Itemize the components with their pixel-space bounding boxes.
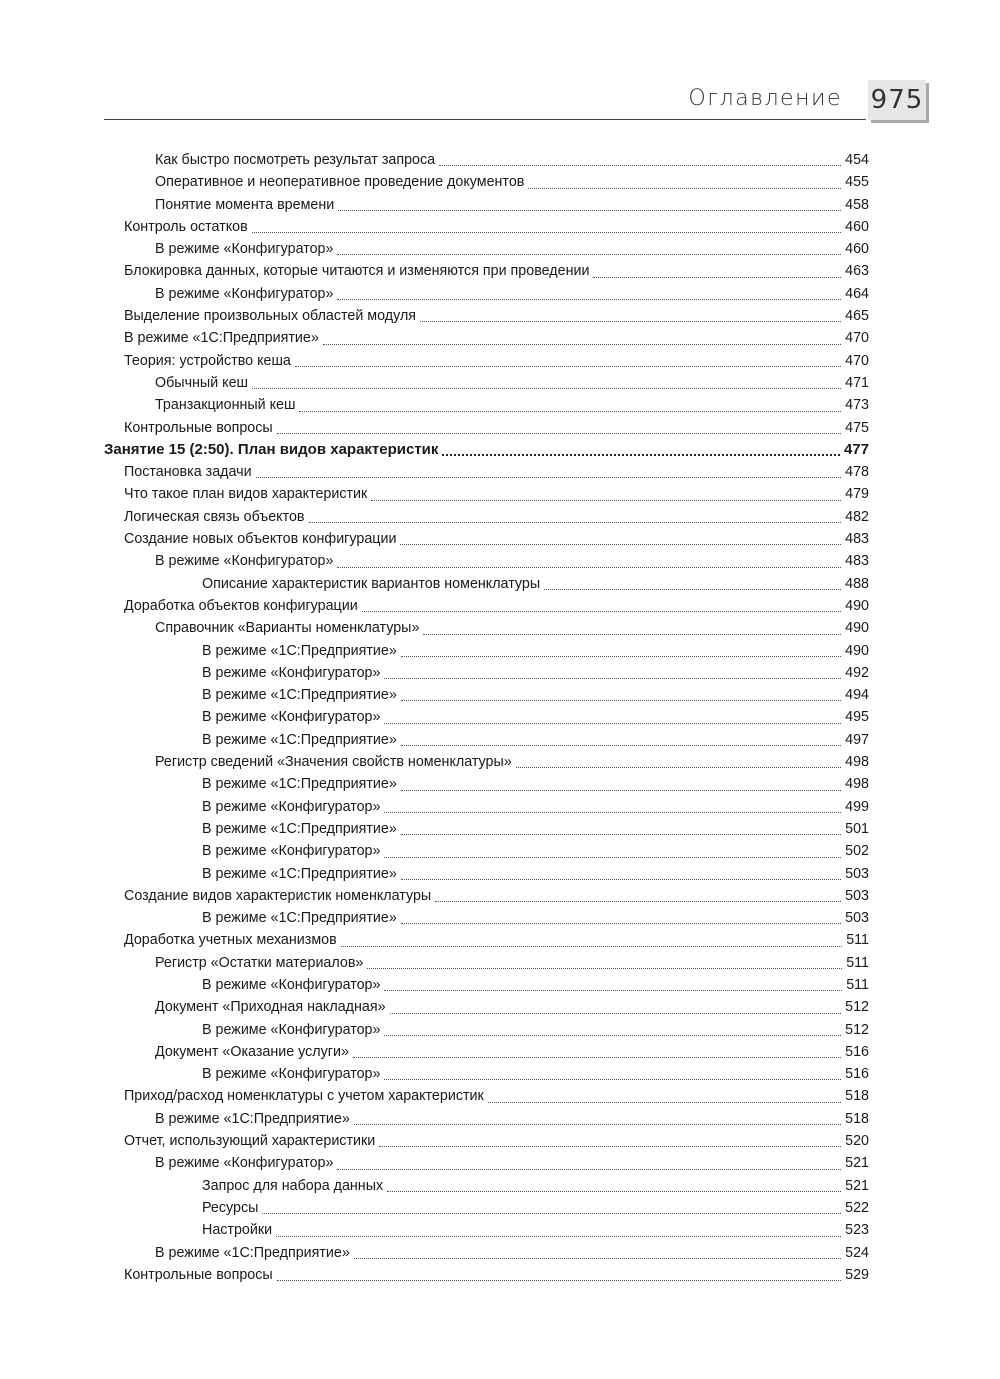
- toc-entry-page: 488: [845, 575, 869, 592]
- toc-entry[interactable]: [104, 372, 869, 394]
- toc-entry[interactable]: [104, 1242, 869, 1264]
- toc-dot-leader: [252, 231, 841, 233]
- toc-entry-title: В режиме «Конфигуратор»: [155, 1155, 334, 1172]
- toc-dot-leader: [309, 521, 842, 523]
- toc-entry[interactable]: [104, 684, 869, 706]
- toc-entry-title: Теория: устройство кеша: [124, 352, 291, 369]
- toc-dot-leader: [401, 922, 841, 924]
- toc-dot-leader: [488, 1101, 841, 1103]
- toc-entry-title: Понятие момента времени: [155, 196, 335, 213]
- toc-dot-leader: [277, 1279, 841, 1281]
- toc-entry[interactable]: [104, 595, 869, 617]
- toc-entry-page: 490: [845, 620, 869, 637]
- toc-entry[interactable]: [104, 394, 869, 416]
- toc-entry-page: 518: [845, 1088, 869, 1105]
- toc-entry[interactable]: [104, 573, 869, 595]
- toc-entry[interactable]: [104, 1085, 869, 1107]
- toc-entry-title: Что такое план видов характеристик: [124, 486, 368, 503]
- toc-entry-page: 521: [845, 1177, 869, 1194]
- toc-dot-leader: [593, 276, 841, 278]
- toc-entry[interactable]: [104, 305, 869, 327]
- toc-dot-leader: [387, 1190, 841, 1192]
- toc-entry-title: Логическая связь объектов: [124, 508, 305, 525]
- toc-entry[interactable]: [104, 1130, 869, 1152]
- toc-entry-title: В режиме «1С:Предприятие»: [202, 687, 397, 704]
- toc-entry-page: 470: [845, 330, 869, 347]
- toc-entry[interactable]: [104, 327, 869, 349]
- toc-dot-leader: [371, 499, 841, 501]
- toc-entry-title: В режиме «1С:Предприятие»: [202, 776, 397, 793]
- toc-entry-title: Ресурсы: [202, 1199, 259, 1216]
- toc-entry-page: 483: [845, 553, 869, 570]
- toc-dot-leader: [323, 343, 841, 345]
- toc-entry[interactable]: [104, 483, 869, 505]
- toc-entry-title: Создание новых объектов конфигурации: [124, 531, 397, 548]
- toc-entry-page: 511: [846, 954, 869, 971]
- header-rule: [104, 119, 866, 120]
- toc-entry-title: Доработка объектов конфигурации: [124, 597, 358, 614]
- toc-dot-leader: [544, 588, 841, 590]
- toc-entry[interactable]: [104, 1219, 869, 1241]
- toc-dot-leader: [435, 900, 841, 902]
- toc-entry-page: 473: [845, 397, 869, 414]
- toc-dot-leader: [276, 1235, 841, 1237]
- toc-entry-title: Приход/расход номенклатуры с учетом характеристик: [124, 1088, 484, 1105]
- toc-entry-page: 503: [845, 910, 869, 927]
- toc-entry-page: 490: [845, 642, 869, 659]
- toc-dot-leader: [401, 878, 841, 880]
- toc-entry-page: 479: [845, 486, 869, 503]
- toc-entry-title: В режиме «1С:Предприятие»: [202, 642, 397, 659]
- toc-dot-leader: [423, 633, 841, 635]
- toc-entry-title: В режиме «1С:Предприятие»: [202, 820, 397, 837]
- table-of-contents: [104, 149, 869, 1286]
- toc-entry[interactable]: [104, 1264, 869, 1286]
- toc-dot-leader: [390, 1012, 842, 1014]
- toc-entry-title: Создание видов характеристик номенклатуры: [124, 887, 432, 904]
- toc-entry-page: 521: [845, 1155, 869, 1172]
- toc-entry[interactable]: [104, 729, 869, 751]
- toc-entry-page: 471: [845, 374, 869, 391]
- toc-entry-title: Запрос для набора данных: [202, 1177, 384, 1194]
- toc-entry-title: Доработка учетных механизмов: [124, 932, 337, 949]
- toc-entry[interactable]: [104, 662, 869, 684]
- toc-dot-leader: [337, 1168, 841, 1170]
- toc-entry[interactable]: [104, 417, 869, 439]
- toc-dot-leader: [341, 945, 843, 947]
- toc-entry-title: Контрольные вопросы: [124, 419, 273, 436]
- toc-entry-page: 499: [845, 798, 869, 815]
- toc-entry-title: В режиме «Конфигуратор»: [202, 1021, 381, 1038]
- toc-entry[interactable]: [104, 640, 869, 662]
- toc-entry-title: Справочник «Варианты номенклатуры»: [155, 620, 420, 637]
- toc-dot-leader: [277, 432, 841, 434]
- toc-entry[interactable]: [104, 194, 869, 216]
- toc-entry-page: 463: [845, 263, 869, 280]
- toc-entry[interactable]: [104, 260, 869, 282]
- toc-dot-leader: [262, 1212, 841, 1214]
- toc-entry-page: 478: [845, 464, 869, 481]
- toc-entry[interactable]: [104, 550, 869, 572]
- toc-entry-title: В режиме «1С:Предприятие»: [202, 865, 397, 882]
- toc-dot-leader: [401, 655, 841, 657]
- toc-entry[interactable]: [104, 929, 869, 951]
- toc-entry[interactable]: [104, 171, 869, 193]
- toc-entry-title: В режиме «Конфигуратор»: [202, 1066, 381, 1083]
- toc-entry-title: В режиме «Конфигуратор»: [155, 241, 334, 258]
- toc-entry[interactable]: [104, 1019, 869, 1041]
- toc-entry-title: В режиме «1С:Предприятие»: [202, 731, 397, 748]
- toc-entry-page: 470: [845, 352, 869, 369]
- page-number-box: [868, 80, 926, 120]
- toc-entry-title: Описание характеристик вариантов номенклатуры: [202, 575, 541, 592]
- toc-entry-page: 516: [845, 1043, 869, 1060]
- toc-entry[interactable]: [104, 216, 869, 238]
- toc-entry-page: 497: [845, 731, 869, 748]
- toc-entry-title: В режиме «1С:Предприятие»: [202, 910, 397, 927]
- toc-entry-page: 503: [845, 887, 869, 904]
- toc-entry[interactable]: [104, 617, 869, 639]
- toc-entry-page: 455: [845, 174, 869, 191]
- toc-entry-page: 483: [845, 531, 869, 548]
- toc-entry[interactable]: [104, 1197, 869, 1219]
- toc-entry-title: Как быстро посмотреть результат запроса: [155, 152, 436, 168]
- toc-entry-page: 498: [845, 754, 869, 771]
- toc-entry-page: 529: [845, 1266, 869, 1283]
- toc-entry-title: Занятие 15 (2:50). План видов характеристик: [104, 440, 439, 458]
- toc-entry-page: 516: [845, 1066, 869, 1083]
- toc-entry-page: 465: [845, 308, 869, 325]
- toc-entry-page: 490: [845, 597, 869, 614]
- toc-entry[interactable]: [104, 1152, 869, 1174]
- toc-entry-page: 454: [845, 152, 869, 168]
- toc-dot-leader: [367, 967, 842, 969]
- toc-dot-leader: [442, 453, 840, 456]
- toc-dot-leader: [353, 1056, 841, 1058]
- toc-entry-page: 511: [846, 976, 869, 993]
- toc-entry[interactable]: [104, 974, 869, 996]
- toc-entry-title: Выделение произвольных областей модуля: [124, 308, 417, 325]
- toc-entry[interactable]: [104, 996, 869, 1018]
- toc-entry[interactable]: [104, 350, 869, 372]
- toc-dot-leader: [401, 789, 841, 791]
- toc-entry-page: 464: [845, 285, 869, 302]
- toc-dot-leader: [384, 722, 841, 724]
- page-number: 975: [870, 85, 924, 115]
- toc-entry[interactable]: [104, 863, 869, 885]
- toc-entry[interactable]: [104, 751, 869, 773]
- header-title: Оглавление: [688, 86, 842, 111]
- toc-entry-title: Регистр «Остатки материалов»: [155, 954, 364, 971]
- toc-entry-title: Блокировка данных, которые читаются и изменяются при проведении: [124, 263, 590, 280]
- toc-dot-leader: [420, 320, 841, 322]
- toc-dot-leader: [299, 410, 841, 412]
- toc-dot-leader: [516, 766, 841, 768]
- toc-entry[interactable]: [104, 1108, 869, 1130]
- toc-entry-page: 512: [845, 999, 869, 1016]
- toc-entry[interactable]: [104, 1175, 869, 1197]
- toc-dot-leader: [337, 298, 841, 300]
- toc-entry-title: В режиме «Конфигуратор»: [202, 709, 381, 726]
- toc-entry[interactable]: [104, 706, 869, 728]
- toc-entry[interactable]: [104, 818, 869, 840]
- toc-dot-leader: [295, 365, 841, 367]
- toc-dot-leader: [439, 164, 841, 166]
- toc-entry-page: 458: [845, 196, 869, 213]
- toc-entry-title: В режиме «Конфигуратор»: [202, 843, 381, 860]
- toc-entry-page: 482: [845, 508, 869, 525]
- toc-entry-page: 460: [845, 241, 869, 258]
- toc-entry[interactable]: [104, 885, 869, 907]
- toc-dot-leader: [354, 1257, 841, 1259]
- toc-dot-leader: [354, 1123, 841, 1125]
- toc-entry-page: 477: [843, 440, 869, 458]
- toc-entry-page: 475: [845, 419, 869, 436]
- toc-entry-page: 522: [845, 1199, 869, 1216]
- toc-entry[interactable]: [104, 283, 869, 305]
- toc-entry-title: Транзакционный кеш: [155, 397, 296, 414]
- toc-entry-page: 502: [845, 843, 869, 860]
- toc-entry-title: В режиме «1С:Предприятие»: [155, 1110, 350, 1127]
- toc-entry[interactable]: [104, 907, 869, 929]
- toc-entry-page: 460: [845, 218, 869, 235]
- toc-dot-leader: [379, 1145, 841, 1147]
- toc-entry-title: В режиме «Конфигуратор»: [155, 553, 334, 570]
- toc-entry-title: В режиме «1С:Предприятие»: [155, 1244, 350, 1261]
- toc-entry-title: Регистр сведений «Значения свойств номенклатуры»: [155, 754, 512, 771]
- toc-entry-page: 520: [845, 1133, 869, 1150]
- toc-entry[interactable]: [104, 1063, 869, 1085]
- toc-entry-page: 524: [845, 1244, 869, 1261]
- toc-entry[interactable]: [104, 1041, 869, 1063]
- toc-dot-leader: [400, 543, 841, 545]
- toc-entry-title: Контрольные вопросы: [124, 1266, 273, 1283]
- toc-chapter-entry[interactable]: [104, 439, 869, 461]
- toc-entry-page: 518: [845, 1110, 869, 1127]
- toc-entry[interactable]: [104, 796, 869, 818]
- toc-entry[interactable]: [104, 840, 869, 862]
- toc-entry-page: 523: [845, 1222, 869, 1239]
- toc-entry-title: Обычный кеш: [155, 374, 248, 391]
- toc-dot-leader: [338, 209, 841, 211]
- toc-entry[interactable]: [104, 461, 869, 483]
- toc-entry[interactable]: [104, 238, 869, 260]
- toc-dot-leader: [401, 833, 841, 835]
- toc-entry-title: В режиме «Конфигуратор»: [155, 285, 334, 302]
- toc-entry-title: В режиме «Конфигуратор»: [202, 664, 381, 681]
- toc-dot-leader: [256, 476, 842, 478]
- toc-entry[interactable]: [104, 506, 869, 528]
- toc-dot-leader: [337, 253, 841, 255]
- toc-dot-leader: [401, 744, 841, 746]
- toc-entry[interactable]: [104, 528, 869, 550]
- toc-dot-leader: [528, 187, 841, 189]
- toc-entry-page: 498: [845, 776, 869, 793]
- toc-dot-leader: [384, 1034, 841, 1036]
- toc-entry[interactable]: [104, 149, 869, 171]
- toc-entry-page: 492: [845, 664, 869, 681]
- page-header: [104, 80, 926, 120]
- toc-entry-page: 495: [845, 709, 869, 726]
- toc-dot-leader: [384, 856, 841, 858]
- toc-dot-leader: [362, 610, 841, 612]
- toc-dot-leader: [384, 677, 841, 679]
- toc-dot-leader: [384, 1078, 841, 1080]
- toc-entry[interactable]: [104, 773, 869, 795]
- toc-dot-leader: [384, 989, 842, 991]
- toc-entry-title: Настройки: [202, 1222, 273, 1239]
- toc-entry-page: 512: [845, 1021, 869, 1038]
- toc-entry-title: Контроль остатков: [124, 218, 248, 235]
- toc-entry-title: Постановка задачи: [124, 464, 252, 481]
- toc-entry-title: Оперативное и неоперативное проведение документов: [155, 174, 525, 191]
- toc-entry-page: 501: [845, 820, 869, 837]
- toc-entry-title: В режиме «1С:Предприятие»: [124, 330, 319, 347]
- toc-entry-title: Документ «Оказание услуги»: [155, 1043, 349, 1060]
- toc-entry[interactable]: [104, 952, 869, 974]
- toc-entry-title: В режиме «Конфигуратор»: [202, 798, 381, 815]
- toc-dot-leader: [384, 811, 841, 813]
- toc-dot-leader: [252, 387, 841, 389]
- toc-entry-page: 494: [845, 687, 869, 704]
- toc-entry-title: Отчет, использующий характеристики: [124, 1133, 376, 1150]
- toc-entry-title: В режиме «Конфигуратор»: [202, 976, 381, 993]
- toc-entry-page: 511: [846, 932, 869, 949]
- toc-entry-title: Документ «Приходная накладная»: [155, 999, 386, 1016]
- toc-entry-page: 503: [845, 865, 869, 882]
- toc-dot-leader: [337, 566, 841, 568]
- toc-dot-leader: [401, 699, 841, 701]
